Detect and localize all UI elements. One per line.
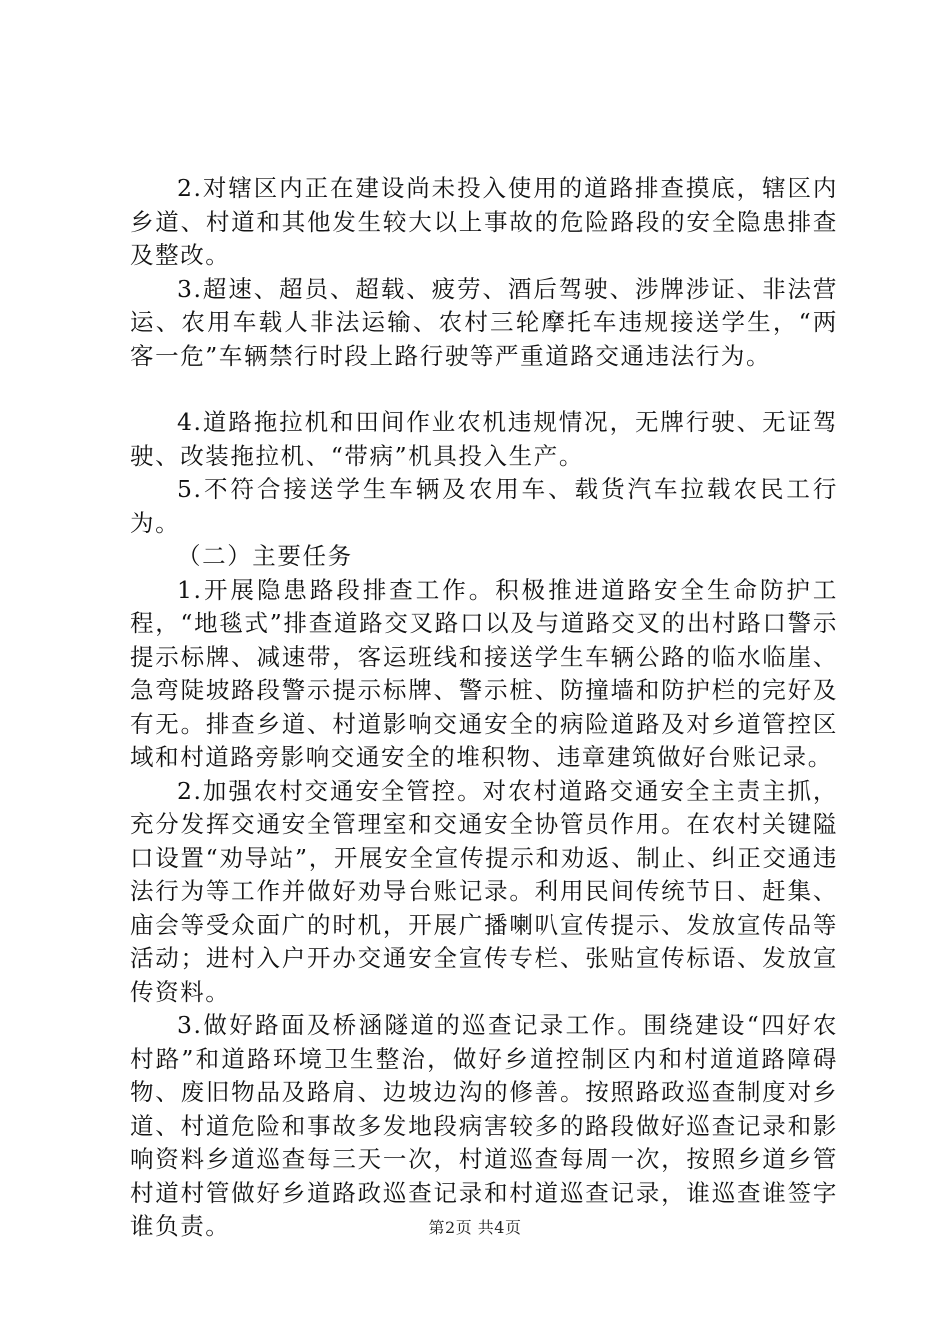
task-paragraph-2: 2.加强农村交通安全管控。对农村道路交通安全主责主抓，充分发挥交通安全管理室和交通安全协管员作用。在农村关键隘口设置“劝导站”，开展安全宣传提示和劝返、制止、纠正交通违法行为等工作并做好劝导台账记录。利用民间传统节日、赶集、庙会等受众面广的时机，开展广播喇叭宣传提示、发放宣传品等活动；进村入户开办交通安全宣传专栏、张贴宣传标语、发放宣传资料。 (130, 776, 838, 1006)
task-paragraph-3: 3.做好路面及桥涵隧道的巡查记录工作。围绕建设“四好农村路”和道路环境卫生整治，做好乡道控制区内和村道道路障碍物、废旧物品及路肩、边坡边沟的修善。按照路政巡查制度对乡道、村道危险和事故多发地段病害较多的路段做好巡查记录和影响资料乡道巡查每三天一次，村道巡查每周一次，按照乡道乡管村道村管做好乡道路政巡查记录和村道巡查记录，谁巡查谁签字谁负责。 (130, 1011, 838, 1240)
paragraph-item-2: 2.对辖区内正在建设尚未投入使用的道路排查摸底，辖区内乡道、村道和其他发生较大以上事故的危险路段的安全隐患排查及整改。 (130, 174, 838, 269)
document-body (130, 172, 838, 1244)
page-footer: 第2页 共4页 (428, 1218, 522, 1237)
paragraph-item-5: 5.不符合接送学生车辆及农用车、载货汽车拉载农民工行为。 (130, 475, 838, 537)
paragraph-item-4: 4.道路拖拉机和田间作业农机违规情况，无牌行驶、无证驾驶、改装拖拉机、“带病”机具投入生产。 (130, 408, 838, 470)
task-paragraph-1: 1.开展隐患路段排查工作。积极推进道路安全生命防护工程，“地毯式”排查道路交叉路口以及与道路交叉的出村路口警示提示标牌、减速带，客运班线和接送学生车辆公路的临水临崖、急弯陡坡路段警示提示标牌、警示桩、防撞墙和防护栏的完好及有无。排查乡道、村道影响交通安全的病险道路及对乡道管控区域和村道路旁影响交通安全的堆积物、违章建筑做好台账记录。 (130, 575, 838, 771)
paragraph-item-3: 3.超速、超员、超载、疲劳、酒后驾驶、涉牌涉证、非法营运、农用车载人非法运输、农村三轮摩托车违规接送学生，“两客一危”车辆禁行时段上路行驶等严重道路交通违法行为。 (130, 274, 838, 370)
section-heading: （二）主要任务 (177, 542, 353, 570)
